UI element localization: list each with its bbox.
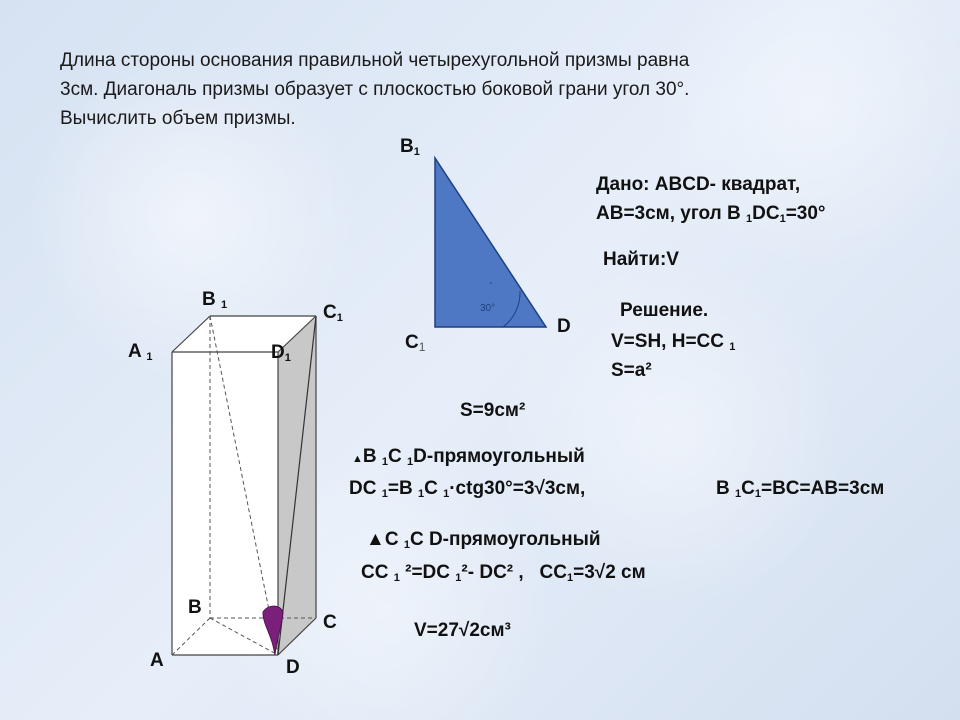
prism-label-c1: $C_1$ — [323, 302, 343, 324]
triangle-b1c1d — [435, 158, 546, 327]
prism-label-b: B — [188, 597, 202, 618]
solution-v-line: V=SH, H=CC $_1$ — [611, 331, 736, 353]
given-line-1: Дано: ABCD- квадрат, — [596, 174, 801, 195]
prism-label-c: C — [323, 612, 337, 633]
answer-volume: V=27√2см³ — [414, 620, 511, 641]
find-line: Найти:V — [603, 249, 679, 270]
solution-title: Решение. — [620, 300, 709, 321]
step1-title: ▲B $_1$C $_1$D-прямоугольный — [352, 446, 585, 468]
problem-line-3: Вычислить объем призмы. — [60, 108, 296, 129]
prism-label-b1: B $_1$ — [202, 289, 228, 311]
prism-label-a1: A $_1$ — [128, 341, 153, 363]
step1-formula: DC $_1$=B $_1$C $_1$·ctg30°=3√3см, — [349, 478, 586, 500]
triangle-label-b1: $B_1$ — [400, 136, 420, 158]
right-triangle-figure — [435, 158, 546, 327]
triangle-label-d: D — [557, 316, 571, 337]
solution-s-formula: S=a² — [611, 360, 652, 381]
problem-line-1: Длина стороны основания правильной четырехугольной призмы равна — [60, 50, 690, 71]
triangle-angle-label: 30° — [480, 303, 496, 314]
triangle-label-c1: C1 — [405, 332, 426, 354]
step2-title: ▲C $_1$C D-прямоугольный — [366, 529, 601, 551]
prism-label-d: D — [286, 657, 300, 678]
angle-dot — [490, 282, 492, 284]
step1-side-equality: B $_1C_1=BC=AB=3см$ — [716, 478, 885, 500]
solution-s-value: S=9см² — [460, 400, 526, 421]
given-line-2: AB=3см, угол B $_1DC_1=30^\circ$ — [596, 203, 826, 225]
problem-line-2: 3см. Диагональ призмы образует с плоскостью боковой грани угол 30°. — [60, 79, 690, 100]
step2-formula: CC $_1$ ²=DC $_1$²- DC² , $CC_1=3√2$ см — [361, 562, 646, 584]
prism-label-a: A — [150, 650, 164, 671]
prism-label-d1: $D_1$ — [271, 342, 291, 364]
